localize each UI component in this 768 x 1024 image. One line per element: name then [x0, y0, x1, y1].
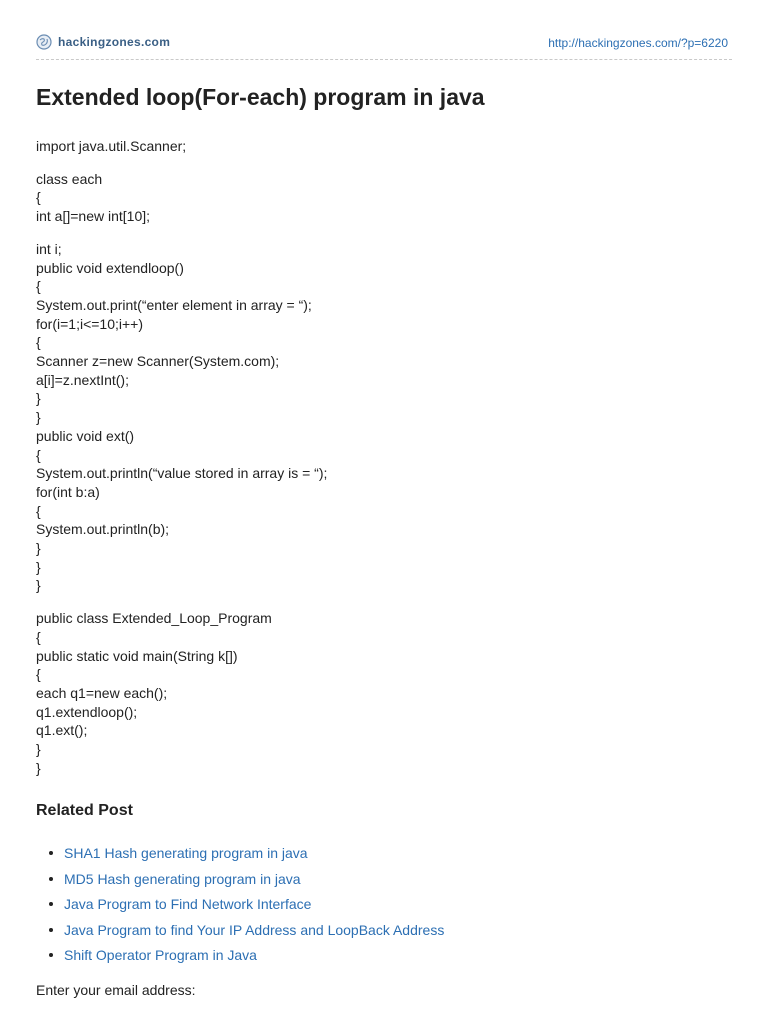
code-line: System.out.println(“value stored in array is = “); — [36, 465, 328, 482]
site-name: hackingzones.com — [58, 35, 171, 49]
article-title: Extended loop(For-each) program in java — [36, 84, 485, 110]
code-line: public class Extended_Loop_Program — [36, 610, 272, 627]
related-post-link[interactable]: SHA1 Hash generating program in java — [64, 845, 308, 861]
bullet-icon — [49, 902, 53, 906]
code-line: } — [36, 390, 41, 407]
code-line: public void extendloop() — [36, 259, 184, 276]
code-line: { — [36, 502, 41, 519]
code-line: System.out.println(b); — [36, 521, 170, 538]
code-listing — [36, 137, 327, 778]
code-block-gap — [36, 226, 327, 240]
code-line: public void ext() — [36, 427, 135, 444]
code-line: q1.extendloop(); — [36, 703, 138, 720]
code-line: int a[]=new int[10]; — [36, 208, 151, 225]
related-post-list — [36, 843, 444, 971]
code-line: class each — [36, 170, 103, 187]
code-block-gap — [36, 595, 327, 609]
code-line: } — [36, 741, 41, 758]
related-post-item — [36, 869, 444, 895]
bullet-icon — [49, 953, 53, 957]
related-post-link[interactable]: MD5 Hash generating program in java — [64, 870, 301, 887]
code-line: public static void main(String k[]) — [36, 647, 238, 664]
source-url-link[interactable]: http://hackingzones.com/?p=6220 — [548, 36, 728, 50]
code-line: int i; — [36, 240, 62, 257]
code-line: { — [36, 446, 41, 463]
email-address-label: Enter your email address: — [36, 982, 196, 998]
code-line: } — [36, 558, 41, 575]
related-post-link[interactable]: Shift Operator Program in Java — [64, 947, 257, 964]
code-line: { — [36, 189, 41, 206]
code-line: for(i=1;i<=10;i++) — [36, 315, 144, 332]
related-post-item — [36, 945, 444, 971]
code-line: a[i]=z.nextInt(); — [36, 371, 129, 388]
related-post-item — [36, 894, 444, 920]
code-line: } — [36, 409, 41, 426]
code-line: for(int b:a) — [36, 483, 100, 500]
bullet-icon — [49, 877, 53, 881]
code-line: System.out.print(“enter element in array = “); — [36, 296, 312, 313]
code-line: } — [36, 759, 41, 776]
code-line: } — [36, 540, 41, 557]
code-line: import java.util.Scanner; — [36, 138, 187, 154]
bullet-icon — [49, 851, 53, 855]
code-line: q1.ext(); — [36, 722, 88, 739]
code-line: { — [36, 334, 41, 351]
header-divider — [36, 59, 732, 60]
code-line: Scanner z=new Scanner(System.com); — [36, 353, 280, 370]
related-post-heading: Related Post — [36, 802, 133, 819]
globe-icon — [36, 34, 52, 50]
site-brand — [36, 34, 170, 50]
bullet-icon — [49, 928, 53, 932]
related-post-item — [36, 843, 444, 869]
code-line: each q1=new each(); — [36, 684, 168, 701]
related-post-link[interactable]: Java Program to Find Network Interface — [64, 896, 312, 913]
code-line: { — [36, 628, 41, 645]
related-post-link[interactable]: Java Program to find Your IP Address and LoopBack Address — [64, 921, 445, 938]
code-line: } — [36, 577, 41, 594]
code-line: { — [36, 666, 41, 683]
code-line: { — [36, 278, 41, 295]
code-block-gap — [36, 156, 327, 170]
related-post-item — [36, 920, 444, 946]
page-header — [36, 34, 732, 54]
